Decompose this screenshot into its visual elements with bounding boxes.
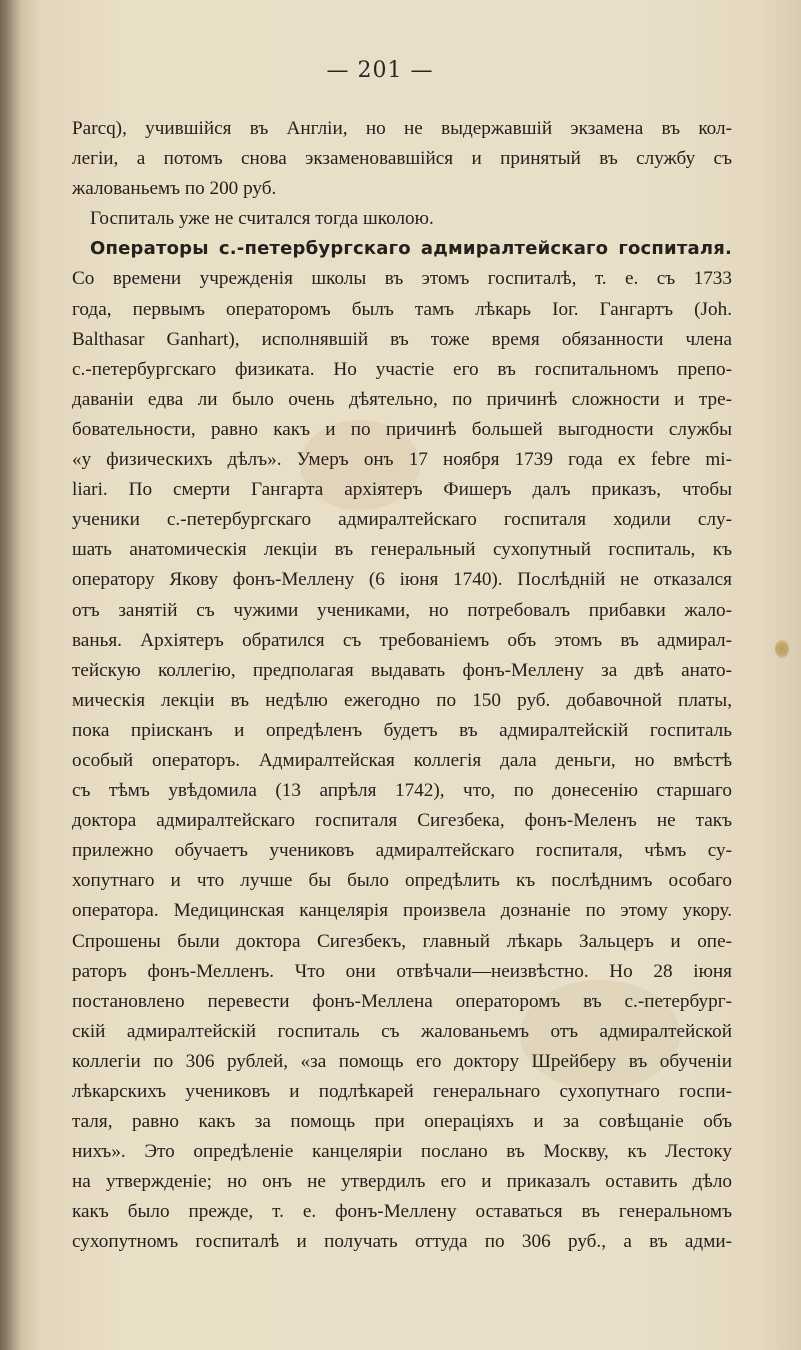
text-line: какъ было прежде, т. е. фонъ-Меллену оставаться въ генеральномъ <box>72 1201 732 1223</box>
text-line: Parcq), учившійся въ Англіи, но не выдержавшій экзамена въ кол- <box>72 118 732 139</box>
section-heading: Операторы с.-петербургскаго адмиралтейскаго госпиталя. <box>90 238 732 260</box>
text-line: оператора. Медицинская канцелярія произвела дознаніе по этому укору. <box>72 900 732 922</box>
spine-shadow <box>0 0 22 1350</box>
page-number: — 201 — <box>326 58 434 83</box>
text-line: года, первымъ операторомъ былъ тамъ лѣкарь Іог. Гангартъ (Joh. <box>72 298 732 320</box>
text-line: прилежно обучаетъ учениковъ адмиралтейскаго госпиталя, чѣмъ су- <box>72 840 732 862</box>
text-line: постановлено перевести фонъ-Меллена операторомъ въ с.-петербург- <box>72 990 732 1012</box>
text-line: таля, равно какъ за помощь при операціяхъ и за совѣщаніе объ <box>72 1111 732 1133</box>
text-line: тейскую коллегію, предполагая выдавать фонъ-Меллену за двѣ анато- <box>72 659 732 681</box>
text-line: нихъ». Это опредѣленіе канцеляріи послано въ Москву, къ Лестоку <box>72 1141 732 1163</box>
text-line: жалованьемъ по 200 руб. <box>72 178 277 200</box>
text-line: особый операторъ. Адмиралтейская коллегія дала деньги, но вмѣстѣ <box>72 749 732 771</box>
text-line: liari. По смерти Гангарта архіятеръ Фишеръ далъ приказъ, чтобы <box>72 479 732 501</box>
text-line: оператору Якову фонъ-Меллену (6 іюня 1740). Послѣдній не отказался <box>72 569 732 591</box>
text-line: пока пріисканъ и опредѣленъ будетъ въ адмиралтейскій госпиталь <box>72 719 732 741</box>
text-line: Спрошены были доктора Сигезбекъ, главный лѣкарь Зальцеръ и опе- <box>72 930 732 952</box>
text-line: Со времени учрежденія школы въ этомъ госпиталѣ, т. е. съ 1733 <box>72 268 732 290</box>
text-line: скій адмиралтейскій госпиталь съ жалованьемъ отъ адмиралтейской <box>72 1020 732 1042</box>
text-line: бовательности, равно какъ и по причинѣ большей выгодности службы <box>72 418 732 440</box>
text-line: раторъ фонъ-Мелленъ. Что они отвѣчали—неизвѣстно. Но 28 іюня <box>72 960 732 982</box>
text-line: с.-петербургскаго физиката. Но участіе его въ госпитальномъ препо- <box>72 358 732 380</box>
text-line: хопутнаго и что лучше бы было опредѣлить къ послѣднимъ особаго <box>72 870 732 892</box>
text-line: коллегіи по 306 рублей, «за помощь его доктору Шрейберу въ обученіи <box>72 1050 732 1072</box>
text-line: отъ занятій съ чужими учениками, но потребовалъ прибавки жало- <box>72 599 732 621</box>
text-line: «у физическихъ дѣлъ». Умеръ онъ 17 ноября 1739 года ех febre mi- <box>72 449 732 471</box>
text-line: ученики с.-петербургскаго адмиралтейскаго госпиталя ходили слу- <box>72 509 732 531</box>
body-text <box>72 114 732 1258</box>
text-line: ванья. Архіятеръ обратился съ требованіемъ объ этомъ въ адмирал- <box>72 629 732 651</box>
margin-ink-spot <box>775 640 789 658</box>
text-line: Balthasar Ganhart), исполнявшій въ тоже время обязанности члена <box>72 328 732 350</box>
text-line: легіи, а потомъ снова экзаменовавшійся и принятый въ службу съ <box>72 148 732 170</box>
text-line: на утвержденіе; но онъ не утвердилъ его и приказалъ оставить дѣло <box>72 1171 732 1193</box>
text-line: съ тѣмъ увѣдомила (13 апрѣля 1742), что, по донесенію старшаго <box>72 780 732 802</box>
text-line: сухопутномъ госпиталѣ и получать оттуда по 306 руб., а въ адми- <box>72 1231 732 1253</box>
text-line: доктора адмиралтейскаго госпиталя Сигезбека, фонъ-Меленъ не такъ <box>72 810 732 832</box>
text-line: Госпиталь уже не считался тогда школою. <box>90 208 434 230</box>
text-line: даваніи едва ли было очень дѣятельно, по причинѣ сложности и тре- <box>72 388 732 410</box>
text-line: шать анатомическія лекціи въ генеральный сухопутный госпиталь, къ <box>72 539 732 561</box>
text-line: лѣкарскихъ учениковъ и подлѣкарей генеральнаго сухопутнаго госпи- <box>72 1081 732 1102</box>
text-line: мическія лекціи въ недѣлю ежегодно по 150 руб. добавочной платы, <box>72 689 732 711</box>
